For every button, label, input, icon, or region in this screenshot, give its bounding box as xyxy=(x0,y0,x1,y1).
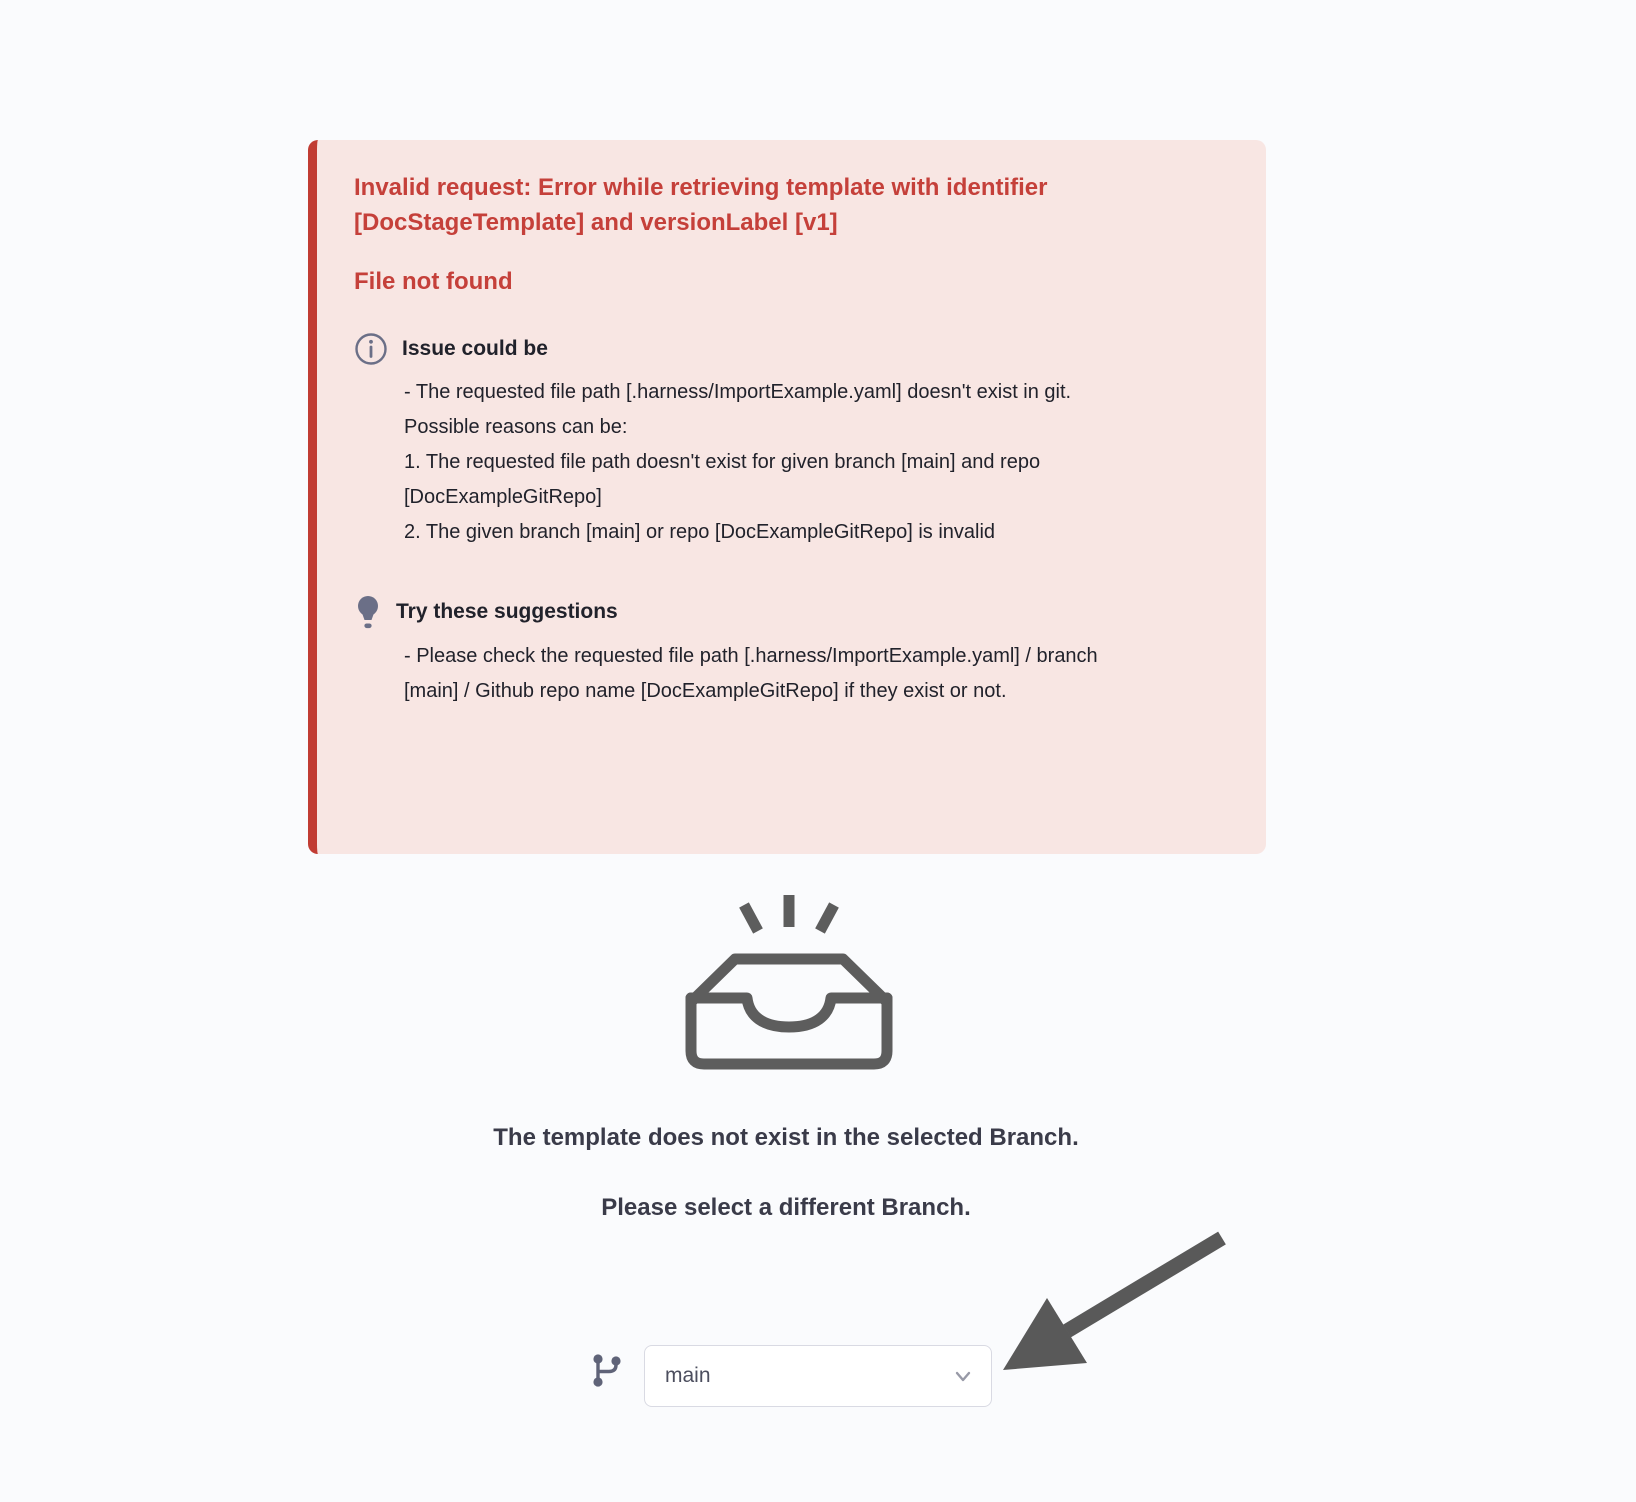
lightbulb-icon xyxy=(354,594,382,630)
chevron-down-icon[interactable] xyxy=(951,1364,975,1388)
git-branch-icon xyxy=(588,1351,626,1396)
branch-select-value: main xyxy=(665,1364,711,1387)
issue-heading: Issue could be xyxy=(402,337,548,360)
issue-line: 1. The requested file path doesn't exist for given branch [main] and repo [DocExampleGitRepo] xyxy=(404,451,1041,508)
issue-line: 2. The given branch [main] or repo [DocExampleGitRepo] is invalid xyxy=(404,521,996,543)
branch-select[interactable] xyxy=(644,1345,992,1407)
suggestion-line: - Please check the requested file path [.harness/ImportExample.yaml] / branch [main] / Github repo name [DocExampleGitRepo] if they exist or not. xyxy=(404,645,1098,702)
info-circle-icon xyxy=(354,332,388,366)
error-title: Invalid request: Error while retrieving template with identifier [DocStageTemplate] and versionLabel [v1] xyxy=(354,174,1048,236)
suggestions-details xyxy=(404,639,1152,709)
empty-inbox-icon xyxy=(678,883,898,1078)
issue-section xyxy=(354,332,1226,550)
empty-state-message-secondary: Please select a different Branch. xyxy=(601,1194,971,1221)
empty-state-message-primary: The template does not exist in the selected Branch. xyxy=(493,1124,1079,1151)
suggestions-heading: Try these suggestions xyxy=(396,600,618,623)
error-subtitle: File not found xyxy=(354,268,513,295)
issue-line: - The requested file path [.harness/ImportExample.yaml] doesn't exist in git. Possible reasons can be: xyxy=(404,381,1072,438)
suggestions-section xyxy=(354,594,1226,709)
issue-details xyxy=(404,375,1152,550)
error-banner xyxy=(308,140,1266,854)
pointer-arrow-icon xyxy=(995,1225,1240,1390)
